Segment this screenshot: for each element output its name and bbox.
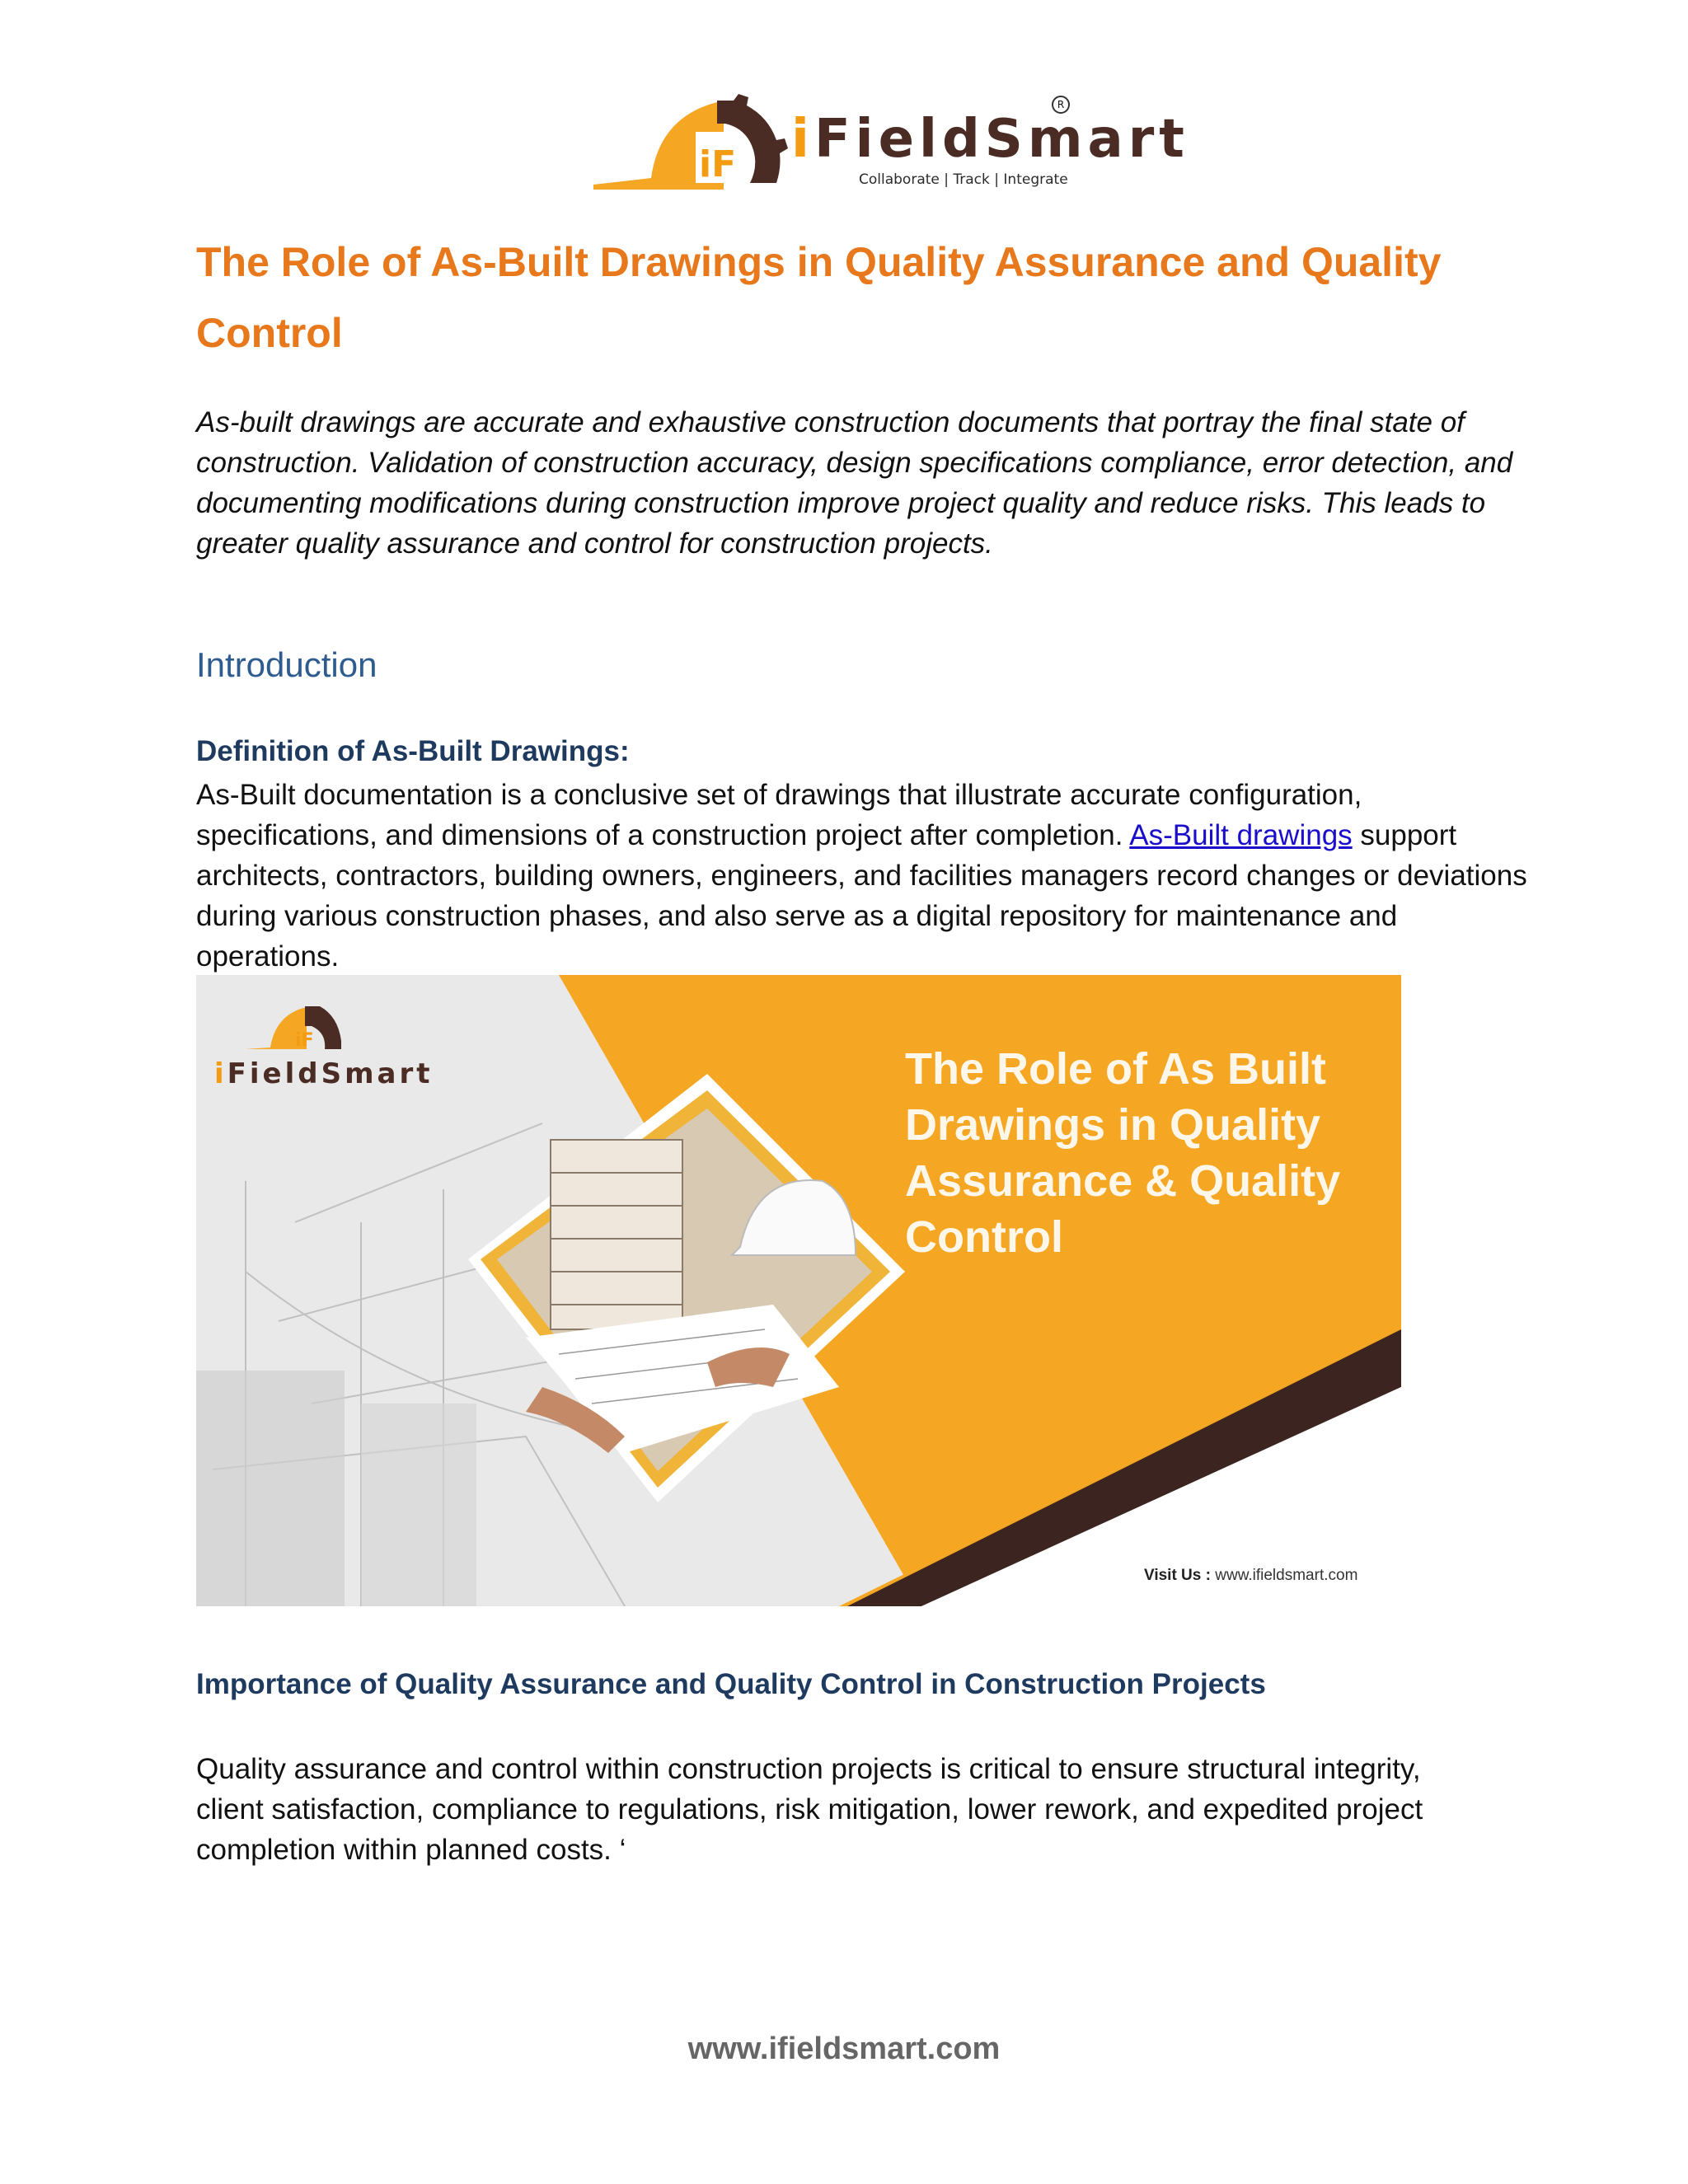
article-title: The Role of As-Built Drawings in Quality Assurance and Quality Control — [196, 239, 1442, 356]
logo-wordmark: iFieldSmart — [791, 109, 1189, 170]
footer-url: www.ifieldsmart.com — [687, 2032, 1001, 2066]
ifieldsmart-logo — [593, 92, 1189, 195]
importance-paragraph: Quality assurance and control within construction projects is critical to ensure structural integrity, client satisfaction, compliance to regulations, risk mitigation, lower rework, and expedited project completion within planned costs. ‘ — [196, 1753, 1423, 1866]
banner-logo-wordmark: iFieldSmart — [214, 1057, 434, 1090]
definition-heading: Definition of As-Built Drawings: — [196, 735, 630, 767]
importance-heading: Importance of Quality Assurance and Quality Control in Construction Projects — [196, 1668, 1266, 1700]
banner-title: The Role of As Built Drawings in Quality Assurance & Quality Control — [905, 1044, 1341, 1262]
as-built-drawings-link[interactable]: As-Built drawings — [1129, 819, 1353, 851]
svg-text:iF: iF — [699, 143, 737, 185]
hardhat-gear-logo-icon — [593, 92, 791, 195]
logo-tagline: Collaborate | Track | Integrate — [859, 171, 1068, 188]
article-banner-image — [196, 975, 1401, 1606]
svg-text:iF: iF — [295, 1030, 314, 1051]
introduction-heading: Introduction — [196, 645, 377, 684]
registered-mark-icon: R — [1052, 96, 1070, 114]
article-lead: As-built drawings are accurate and exhaustive construction documents that portray the final state of construction. Validation of construction accuracy, design specifications compliance, error detection, and documenting modifications during construction improve project quality and reduce risks. This leads to greater quality assurance and control for construction projects. — [196, 406, 1513, 560]
definition-paragraph: As-Built documentation is a conclusive set of drawings that illustrate accurate configuration, specifications, and dimensions of a construction project after completion. As-Built drawings support architects, contractors, building owners, engineers, and facilities managers record changes or deviations during various construction phases, and also serve as a digital repository for maintenance and operations. — [196, 779, 1527, 972]
banner-visit-us: Visit Us : www.ifieldsmart.com — [1144, 1567, 1358, 1584]
